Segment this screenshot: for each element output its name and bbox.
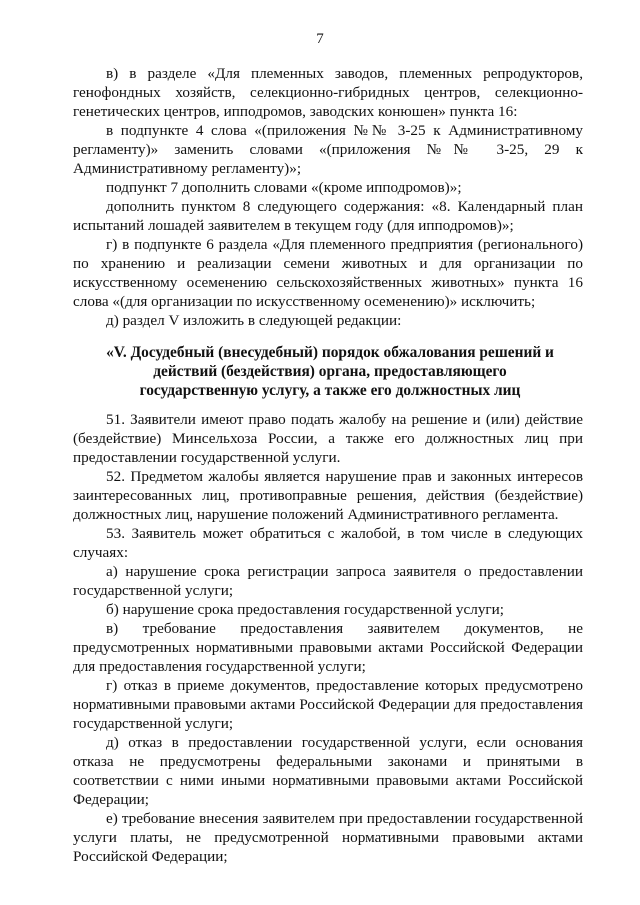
paragraph: 53. Заявитель может обратиться с жалобой, в том числе в следующих случаях:	[73, 525, 583, 561]
list-item: е) требование внесения заявителем при предоставлении государственной услуги платы, не предусмотренной нормативными правовыми актами Российской Федерации;	[73, 810, 583, 865]
list-item: в) требование предоставления заявителем документов, не предусмотренных нормативными правовыми актами Российской Федерации для предоставления государственной услуги;	[73, 620, 583, 675]
paragraph: 51. Заявители имеют право подать жалобу на решение и (или) действие (бездействие) Минсельхоза России, а также его должностных лиц при предоставлении государственной услуги.	[73, 411, 583, 466]
list-item: г) отказ в приеме документов, предоставление которых предусмотрено нормативными правовыми актами Российской Федерации для предоставления государственной услуги;	[73, 677, 583, 732]
list-item: б) нарушение срока предоставления государственной услуги;	[106, 601, 504, 618]
list-item: а) нарушение срока регистрации запроса заявителя о предоставлении государственной услуги;	[73, 563, 583, 599]
list-item: г) в подпункте 6 раздела «Для племенного предприятия (регионального) по хранению и реализации семени животных и для организации по искусственному осеменению сельскохозяйственных животных» пункта 16 слова «(для организации по искусственному осеменению)» исключить;	[73, 236, 583, 310]
list-item: д) отказ в предоставлении государственной услуги, если основания отказа не предусмотрены федеральными законами и принятыми в соответствии с ними иными нормативными правовыми актами Российской Федерации;	[73, 734, 583, 808]
page-number: 7	[316, 31, 324, 47]
section-heading: «V. Досудебный (внесудебный) порядок обжалования решений и действий (бездействия) органа, предоставляющего государственную услугу, а также его должностных лиц	[106, 344, 554, 399]
list-item: в подпункте 4 слова «(приложения №№ 3-25 к Административному регламенту)» заменить словами «(приложения №№ 3-25, 29 к Административному регламенту)»;	[73, 122, 583, 177]
list-item: дополнить пунктом 8 следующего содержания: «8. Календарный план испытаний лошадей заявителем в текущем году (для ипподромов)»;	[73, 198, 583, 234]
list-item: д) раздел V изложить в следующей редакции:	[106, 312, 402, 329]
list-item: подпункт 7 дополнить словами «(кроме ипподромов)»;	[106, 179, 462, 196]
list-item: в) в разделе «Для племенных заводов, племенных репродукторов, генофондных хозяйств, селекционно-гибридных центров, селекционно-генетических центров, ипподромов, заводских конюшен» пункта 16:	[73, 65, 583, 120]
paragraph: 52. Предметом жалобы является нарушение прав и законных интересов заинтересованных лиц, противоправные решения, действия (бездействие) должностных лиц, нарушение положений Административного регламента.	[73, 468, 583, 523]
